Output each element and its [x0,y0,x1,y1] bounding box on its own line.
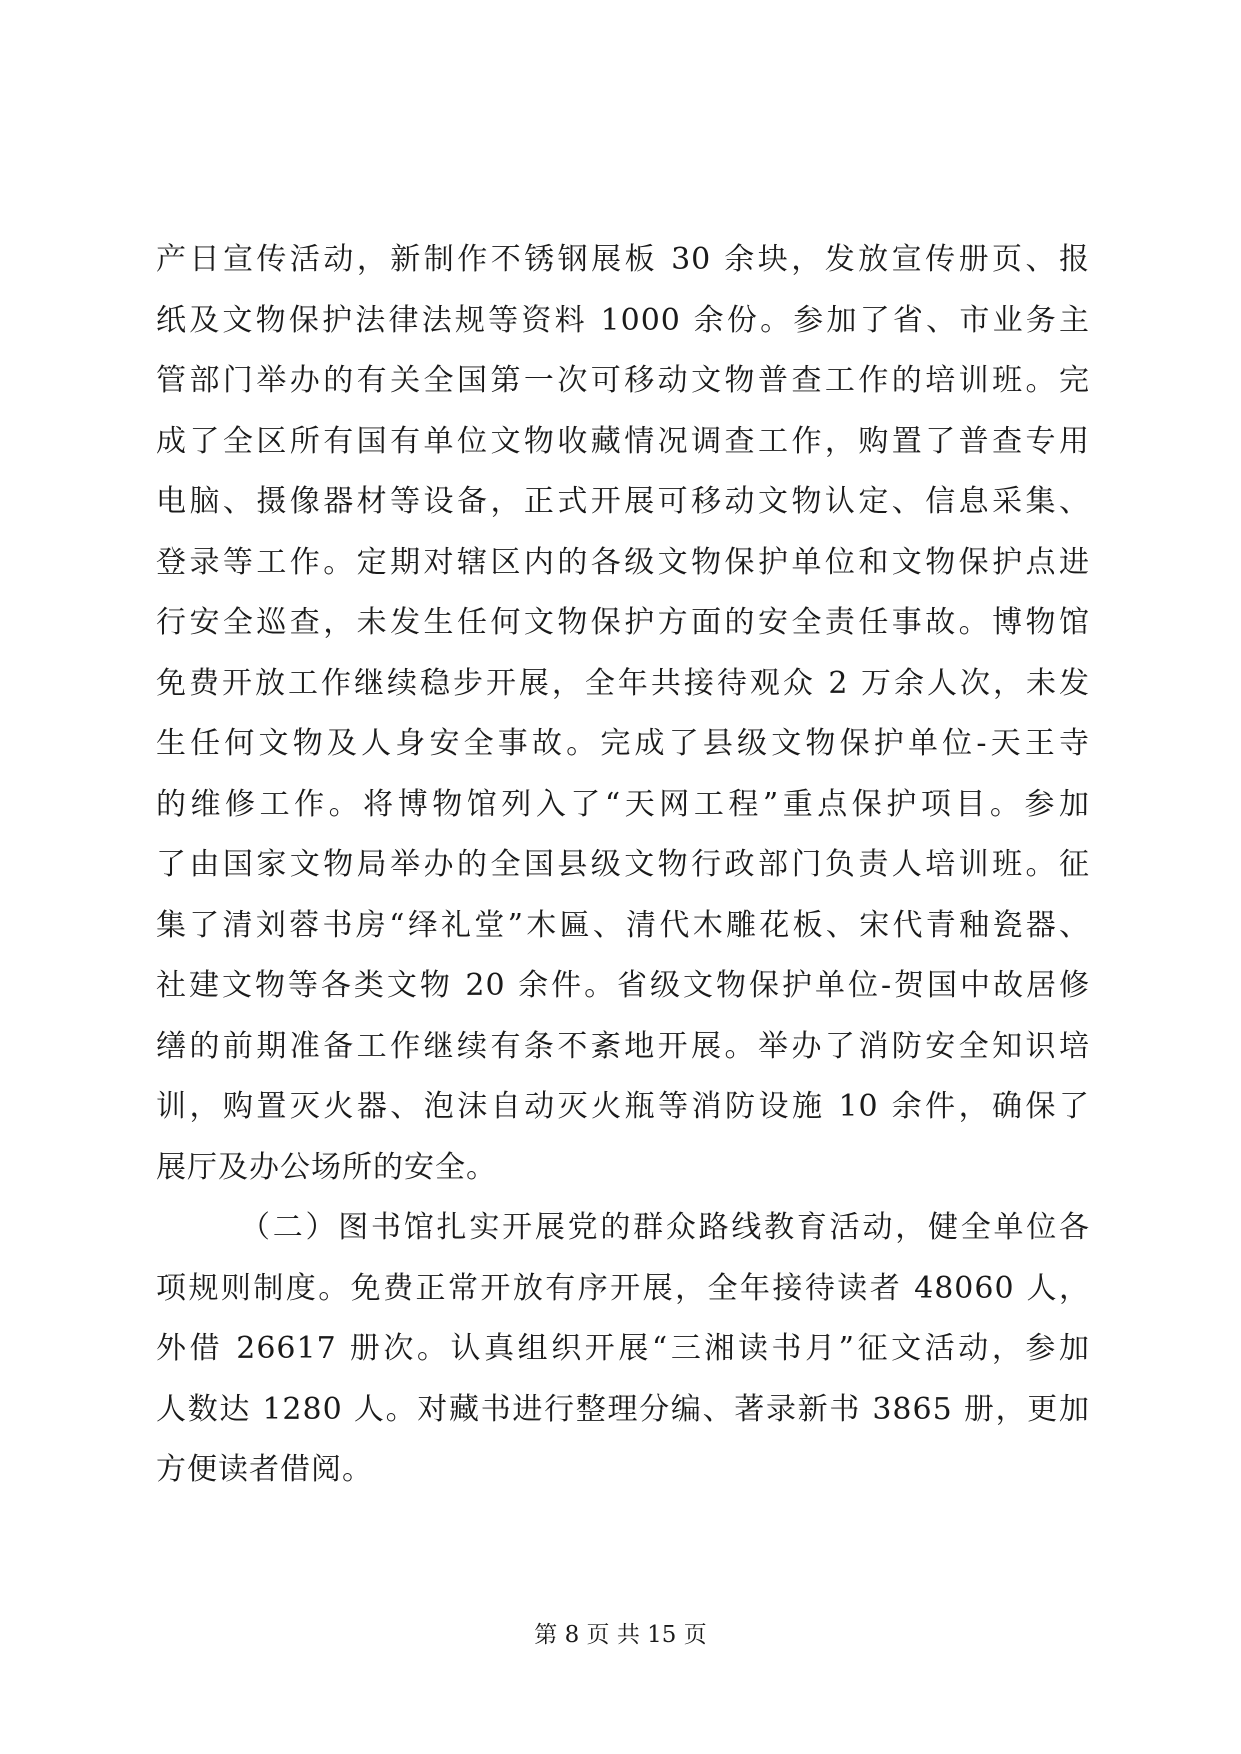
page-number-footer: 第 8 页 共 15 页 [534,1622,707,1648]
paragraph-1 [156,230,1090,1198]
text-line: 产日宣传活动，新制作不锈钢展板 30 余块，发放宣传册页、报 [156,242,1090,277]
text-line: 展厅及办公场所的安全。 [156,1149,497,1185]
text-line: 了由国家文物局举办的全国县级文物行政部门负责人培训班。征 [156,847,1090,882]
text-line: 社建文物等各类文物 20 余件。省级文物保护单位-贺国中故居修 [156,968,1090,1003]
text-line: 登录等工作。定期对辖区内的各级文物保护单位和文物保护点进 [156,544,1090,580]
text-line: 人数达 1280 人。对藏书进行整理分编、著录新书 3865 册，更加 [156,1391,1090,1427]
text-line: 生任何文物及人身安全事故。完成了县级文物保护单位-天王寺 [156,726,1090,761]
text-line: 缮的前期准备工作继续有条不紊地开展。举办了消防安全知识培 [156,1028,1090,1064]
text-line: 外借 26617 册次。认真组织开展“三湘读书月”征文活动，参加 [156,1331,1090,1366]
text-line: 免费开放工作继续稳步开展，全年共接待观众 2 万余人次，未发 [156,665,1090,701]
text-line: 项规则制度。免费正常开放有序开展，全年接待读者 48060 人， [156,1270,1090,1306]
paragraph-2 [156,1198,1090,1501]
text-line: 行安全巡查，未发生任何文物保护方面的安全责任事故。博物馆 [156,605,1090,640]
body-text [156,230,1090,1501]
text-line: 电脑、摄像器材等设备，正式开展可移动文物认定、信息采集、 [156,484,1090,519]
text-line: 成了全区所有国有单位文物收藏情况调查工作，购置了普查专用 [156,423,1090,459]
text-line: 集了清刘蓉书房“绎礼堂”木匾、清代木雕花板、宋代青釉瓷器、 [156,907,1090,943]
text-line: 管部门举办的有关全国第一次可移动文物普查工作的培训班。完 [156,363,1090,398]
text-line: （二）图书馆扎实开展党的群众路线教育活动，健全单位各 [240,1210,1090,1245]
text-line: 纸及文物保护法律法规等资料 1000 余份。参加了省、市业务主 [156,302,1090,338]
text-line: 训，购置灭火器、泡沫自动灭火瓶等消防设施 10 余件，确保了 [156,1089,1090,1124]
text-line: 方便读者借阅。 [156,1452,373,1487]
text-line: 的维修工作。将博物馆列入了“天网工程”重点保护项目。参加 [156,786,1090,822]
